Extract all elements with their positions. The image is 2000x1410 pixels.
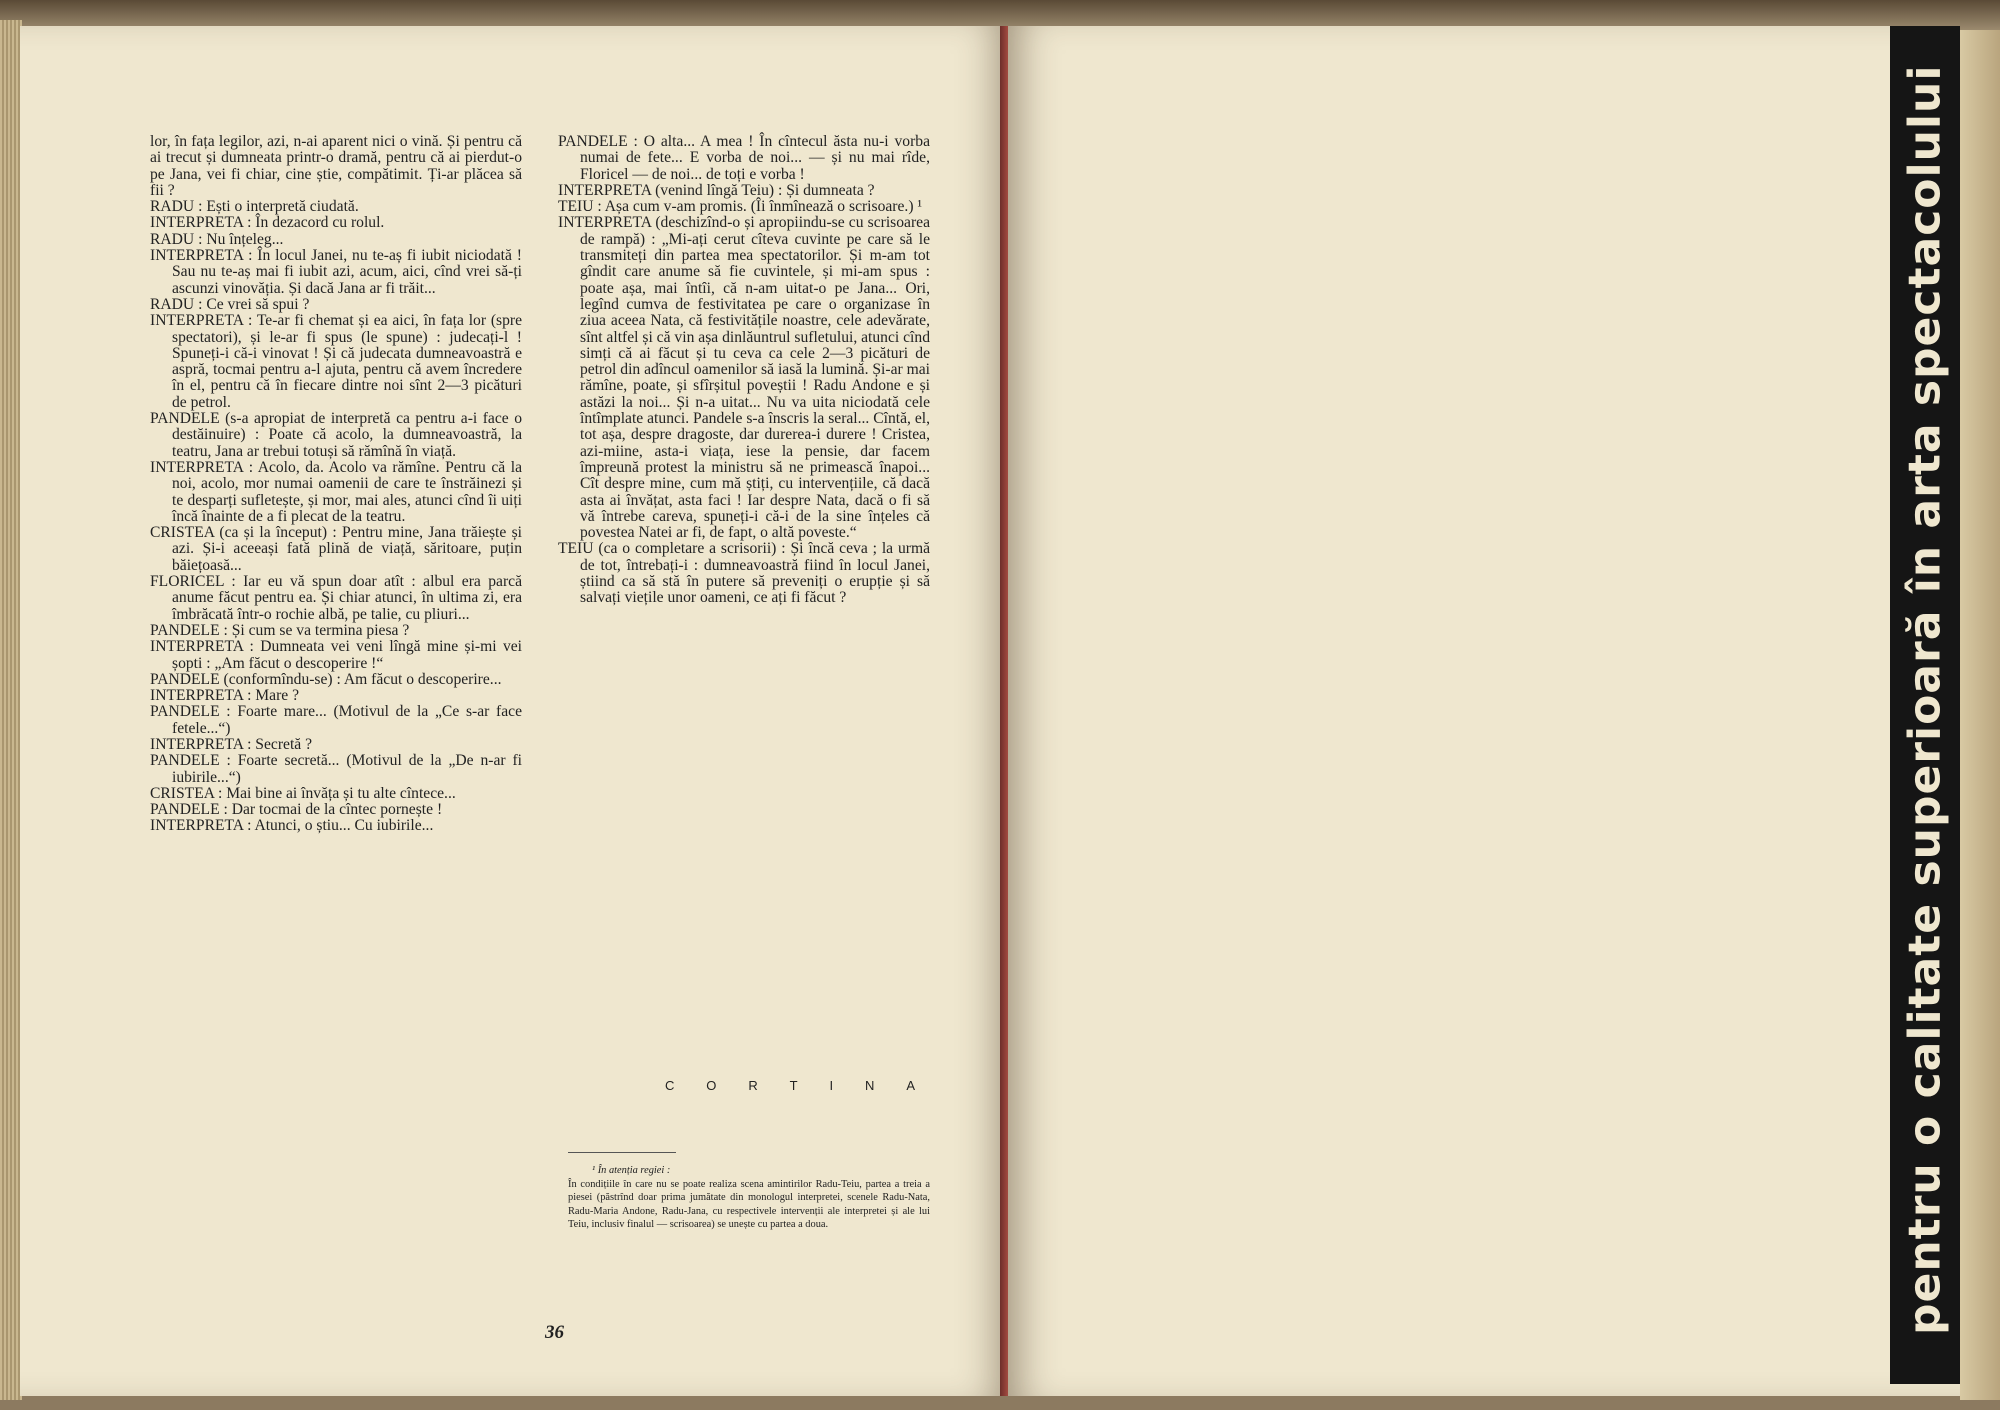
cortina-letter: A: [906, 1078, 915, 1093]
dialogue-line: CRISTEA (ca și la început) : Pentru mine, Jana trăiește și azi. Și-i aceeași fată plină de viață, săritoare, puțin băiețoasă...: [150, 524, 522, 574]
dialogue-line: FLORICEL : Iar eu vă spun doar atît : albul era parcă anume făcut pentru ea. Și chiar atunci, în ultima zi, era îmbrăcată într-o rochie albă, pe talie, cu pliuri...: [150, 573, 522, 623]
cortina-letter: R: [748, 1078, 758, 1093]
dialogue-line: INTERPRETA : În dezacord cu rolul.: [150, 214, 385, 232]
dialogue-line: RADU : Nu înțeleg...: [150, 230, 284, 248]
dialogue-line: PANDELE : Și cum se va termina piesa ?: [150, 621, 410, 639]
dialogue-line: INTERPRETA : Acolo, da. Acolo va rămîne. Pentru că la noi, acolo, mor numai oamenii de care te înstrăinezi și te desparți sufletește, și mor, mai ales, atunci cînd îi uiți încă înainte de a fi plecat de la teatru.: [150, 458, 522, 525]
dialogue-line: RADU : Ce vrei să spui ?: [150, 295, 310, 313]
cortina-end-mark: [665, 1078, 915, 1093]
dialogue-line: PANDELE (s-a apropiat de interpretă ca pentru a-i face o destăinuire) : Poate că acolo, la dumneavoastră, la teatru, Jana ar trebui totuși să rămînă în viață.: [150, 410, 522, 460]
dialogue-line: INTERPRETA (venind lîngă Teiu) : Și dumneata ?: [558, 181, 875, 199]
cortina-letter: O: [706, 1078, 717, 1093]
dialogue-line: TEIU (ca o completare a scrisorii) : Și încă ceva ; la urmă de tot, întrebați-i : dumneavoastră fiind în locul Janei, știind ca să stă în putere să preveniți o erupție și să salvați viețile unor oameni, ce ați fi făcut ?: [558, 540, 930, 607]
cortina-letter: C: [665, 1078, 675, 1093]
footnote-rule: [568, 1152, 676, 1153]
dialogue-line: INTERPRETA : Dumneata vei veni lîngă mine și-mi vei șopti : „Am făcut o descoperire !“: [150, 638, 522, 672]
paragraph: lor, în fața legilor, azi, n-ai aparent nici o vină. Și pentru că ai trecut și dumneata printr-o dramă, pentru că ai pierdut-o pe Jana, vei fi chiar, cine știe, compătimit. Ți-ar plăcea să fii ?: [150, 133, 522, 199]
left-page-edges: [0, 20, 22, 1400]
dialogue-line: RADU : Ești o interpretă ciudată.: [150, 198, 359, 216]
footnote-title: ¹ În atenția regiei :: [592, 1165, 671, 1176]
right-page: [1008, 26, 1960, 1396]
dialogue-line: INTERPRETA : În locul Janei, nu te-aș fi iubit niciodată ! Sau nu te-aș mai fi iubit azi, acum, aici, cînd vrei să-ți ascunzi vinovăția. Și dacă Jana ar fi trăit...: [150, 247, 522, 297]
dialogue-line: CRISTEA : Mai bine ai învăța și tu alte cîntece...: [150, 784, 456, 802]
right-page-edges: [1960, 30, 2000, 1400]
dialogue-line: PANDELE (conformîndu-se) : Am făcut o descoperire...: [150, 670, 502, 688]
vertical-title-text: pentru o calitate superioară în arta spectacolului: [1899, 64, 1951, 1335]
dialogue-line: INTERPRETA (deschizînd-o și apropiindu-se cu scrisoarea de rampă) : „Mi-ați cerut cîteva cuvinte pe care să le transmiteți din partea mea spectatorilor. Și m-am tot gîndit care anume să fie cuvintele, și mi-am spus : poate așa, mai întîi, că n-am uitat-o pe Jana... Ori, legînd cumva de festivitatea pe care o organizase în ziua aceea Nata, că festivitățile noastre, cele adevărate, sînt altfel și că vin așa dinlăuntrul sufletului, atunci cînd simți că ai făcut și tu ceva ca cele 2—3 picături de petrol din adîncul oamenilor să iasă la lumină. Și-ar mai rămîne, poate, și sfîrșitul poveștii ! Radu Andone e și astăzi la noi... Și n-a uitat... Nu va uita niciodată cele întîmplate atunci. Pandele s-a înscris la seral... Cîntă, el, tot așa, despre dragoste, dar durerea-i durere ! Cristea, azi-miine, asta-i viața, iese la pensie, dar facem împreună protest la ministru să ne primească înapoi... Cît despre mine, cum mă știți, cu intervențiile, că dacă asta ai învățat, asta faci ! Iar despre Nata, dacă o fi să vă întrebe careva, spuneți-i că-i de la sine înțeles că povestea Natei ar fi, de fapt, o altă poveste.“: [558, 214, 930, 542]
left-column-1: [150, 134, 522, 835]
left-page: [20, 26, 1008, 1396]
dialogue-line: PANDELE : Foarte mare... (Motivul de la „Ce s-ar face fetele...“): [150, 703, 522, 737]
dialogue-line: INTERPRETA : Mare ?: [150, 687, 300, 705]
dialogue-line: INTERPRETA : Atunci, o știu... Cu iubirile...: [150, 817, 434, 835]
dialogue-line: INTERPRETA : Secretă ?: [150, 735, 313, 753]
footnote-text: În condițiile în care nu se poate realiza scena amintirilor Radu-Teiu, partea a treia a piesei (păstrînd doar prima jumătate din monologul interpretei, scenele Radu-Nata, Radu-Maria Andone, Radu-Jana, cu respectivele intervenții ale interpretei și ale lui Teiu, inclusiv finalul — scrisoarea) se unește cu partea a doua.: [568, 1178, 930, 1230]
left-column-2: [558, 134, 930, 607]
dialogue-line: INTERPRETA : Te-ar fi chemat și ea aici, în fața lor (spre spectatori), și le-ar fi spus (le spune) : judecați-l ! Spuneți-i că-i vinovat ! Și că judecata dumneavoastră e aspră, tocmai pentru a-l ajuta, pentru că avem încredere în el, pentru că în fiecare dintre noi sînt 2—3 picături de petrol.: [150, 312, 522, 411]
dialogue-line: PANDELE : Dar tocmai de la cîntec pornește !: [150, 801, 443, 819]
page-number-left: 36: [545, 1322, 564, 1343]
dialogue-line: TEIU : Așa cum v-am promis. (Îi înmînează o scrisoare.) ¹: [558, 198, 923, 216]
cortina-letter: I: [829, 1078, 834, 1093]
footnote-left: [568, 1164, 930, 1232]
cortina-letter: N: [865, 1078, 875, 1093]
cortina-letter: T: [789, 1078, 798, 1093]
dialogue-line: PANDELE : Foarte secretă... (Motivul de la „De n-ar fi iubirile...“): [150, 752, 522, 786]
dialogue-line: PANDELE : O alta... A mea ! În cîntecul ăsta nu-i vorba numai de fete... E vorba de noi... — și nu mai rîde, Floricel — de noi... de toți e vorba !: [558, 133, 930, 183]
